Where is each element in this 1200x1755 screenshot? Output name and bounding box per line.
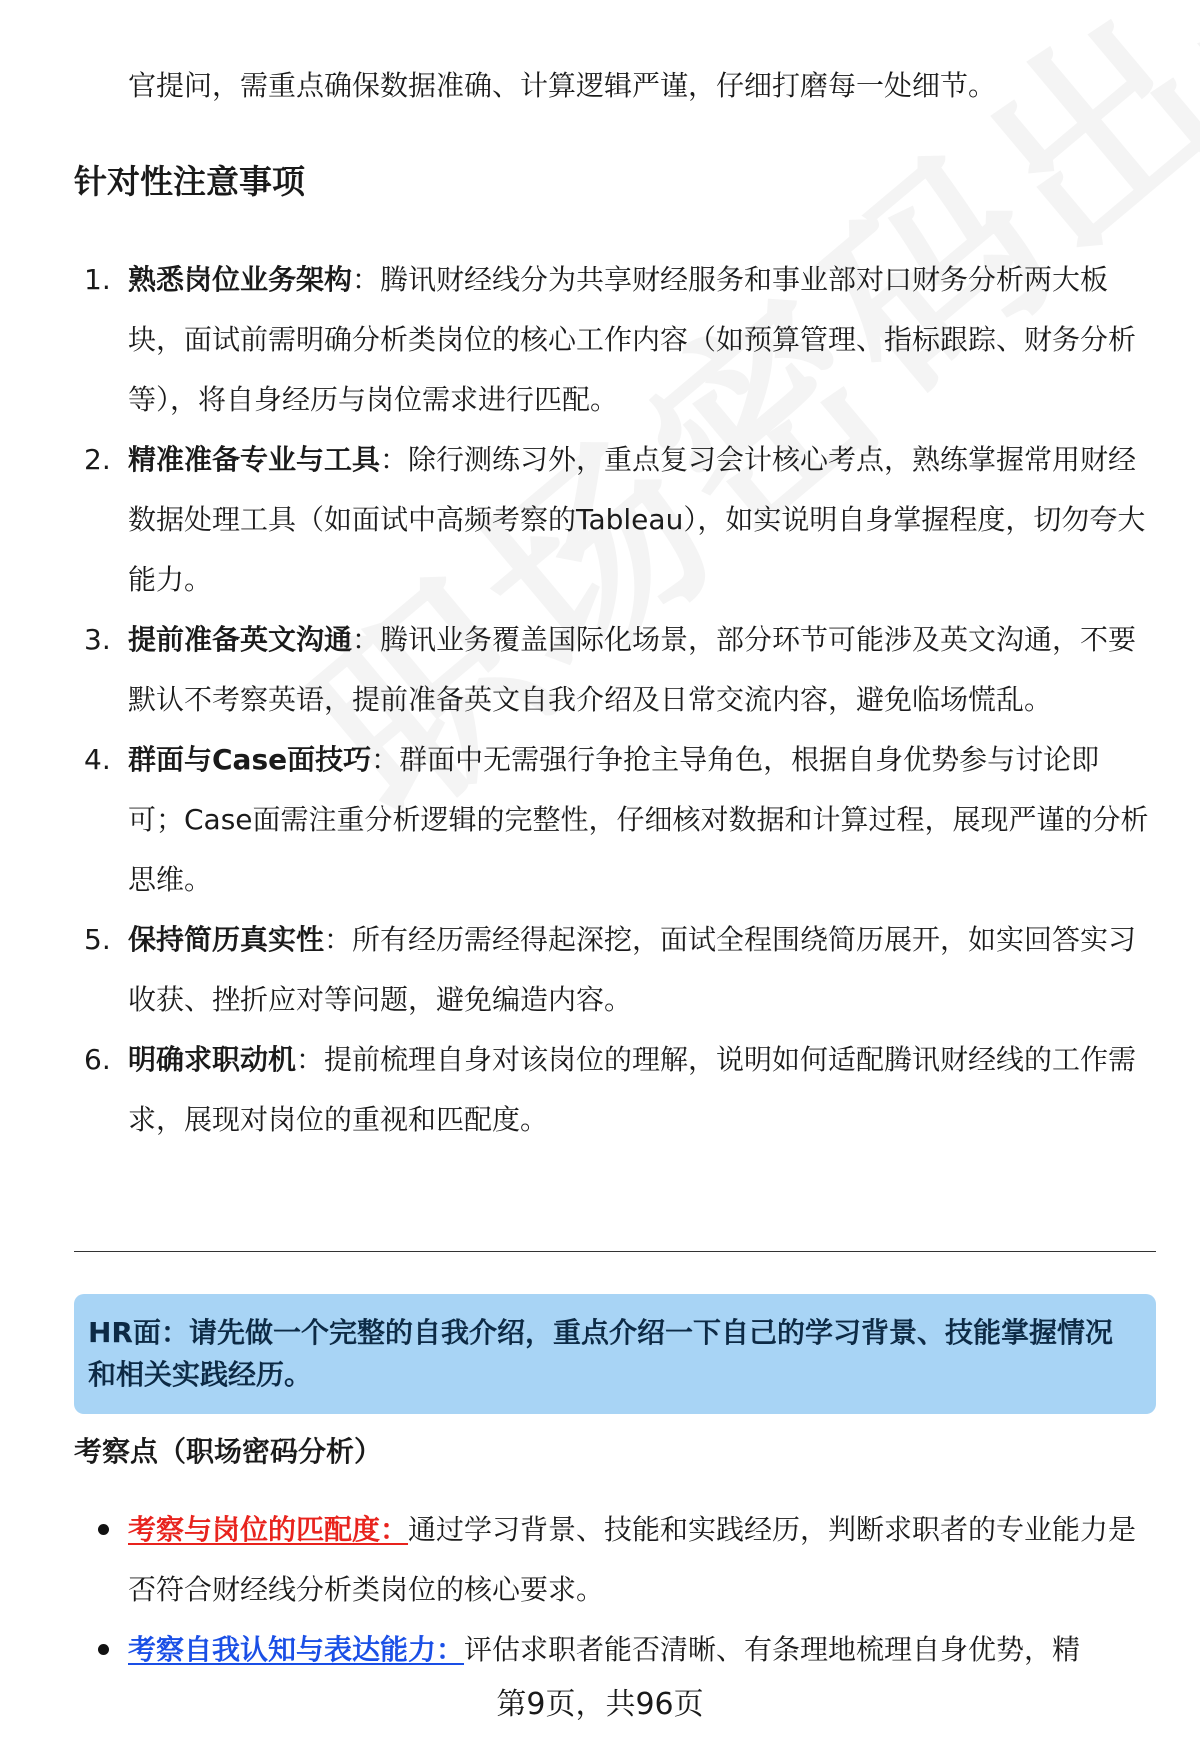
item-number: 5. xyxy=(84,923,111,956)
notes-list xyxy=(74,250,1154,1150)
list-item: 2. 精准准备专业与工具：除行测练习外，重点复习会计核心考点，熟练掌握常用财经数据处理工具（如面试中高频考察的Tableau），如实说明自身掌握程度，切勿夸大能力。 xyxy=(74,430,1154,610)
bullet-dot-icon xyxy=(98,1524,109,1535)
list-item: 3. 提前准备英文沟通：腾讯业务覆盖国际化场景，部分环节可能涉及英文沟通，不要默认不考察英语，提前准备英文自我介绍及日常交流内容，避免临场慌乱。 xyxy=(74,610,1154,730)
item-title: 群面与Case面技巧 xyxy=(128,743,372,776)
sub-title: 考察点（职场密码分析） xyxy=(74,1435,383,1468)
item-title: 精准准备专业与工具 xyxy=(128,443,381,476)
section-title: 针对性注意事项 xyxy=(74,162,305,201)
item-title: 提前准备英文沟通 xyxy=(128,623,353,656)
item-text: 腾讯业务覆盖国际化场景，部分环节可能涉及英文沟通，不要默认不考察英语，提前准备英文自我介绍及日常交流内容，避免临场慌乱。 xyxy=(128,623,1137,716)
item-text: 提前梳理自身对该岗位的理解，说明如何适配腾讯财经线的工作需求，展现对岗位的重视和匹配度。 xyxy=(128,1043,1137,1136)
highlight-label: 考察自我认知与表达能力： xyxy=(128,1633,465,1666)
highlight-label: 考察与岗位的匹配度： xyxy=(128,1513,409,1546)
list-item xyxy=(74,1500,1154,1620)
item-title: 熟悉岗位业务架构 xyxy=(128,263,353,296)
item-number: 4. xyxy=(84,743,111,776)
list-item: 6. 明确求职动机：提前梳理自身对该岗位的理解，说明如何适配腾讯财经线的工作需求，展现对岗位的重视和匹配度。 xyxy=(74,1030,1154,1150)
list-item xyxy=(74,1620,1154,1680)
item-number: 3. xyxy=(84,623,111,656)
item-text: 腾讯财经线分为共享财经服务和事业部对口财务分析两大板块，面试前需明确分析类岗位的核心工作内容（如预算管理、指标跟踪、财务分析等），将自身经历与岗位需求进行匹配。 xyxy=(128,263,1137,416)
item-text: 评估求职者能否清晰、有条理地梳理自身优势，精 xyxy=(464,1633,1081,1666)
item-number: 6. xyxy=(84,1043,111,1076)
list-item: 1. 熟悉岗位业务架构：腾讯财经线分为共享财经服务和事业部对口财务分析两大板块，面试前需明确分析类岗位的核心工作内容（如预算管理、指标跟踪、财务分析等），将自身经历与岗位需求进行匹配。 xyxy=(74,250,1154,430)
page-number: 第9页，共96页 xyxy=(496,1687,704,1722)
item-text: 所有经历需经得起深挖，面试全程围绕简历展开，如实回答实习收获、挫折应对等问题，避免编造内容。 xyxy=(128,923,1137,1016)
bullet-dot-icon xyxy=(98,1644,109,1655)
divider xyxy=(74,1251,1156,1252)
list-item: 5. 保持简历真实性：所有经历需经得起深挖，面试全程围绕简历展开，如实回答实习收获、挫折应对等问题，避免编造内容。 xyxy=(74,910,1154,1030)
item-text: 通过学习背景、技能和实践经历，判断求职者的专业能力是否符合财经线分析类岗位的核心要求。 xyxy=(128,1513,1137,1606)
item-title: 保持简历真实性 xyxy=(128,923,325,956)
item-text: 群面中无需强行争抢主导角色，根据自身优势参与讨论即可；Case面需注重分析逻辑的完整性，仔细核对数据和计算过程，展现严谨的分析思维。 xyxy=(128,743,1149,896)
intro-paragraph: 官提问，需重点确保数据准确、计算逻辑严谨，仔细打磨每一处细节。 xyxy=(128,69,997,102)
item-number: 2. xyxy=(84,443,111,476)
item-title: 明确求职动机 xyxy=(128,1043,297,1076)
list-item: 4. 群面与Case面技巧：群面中无需强行争抢主导角色，根据自身优势参与讨论即可；Case面需注重分析逻辑的完整性，仔细核对数据和计算过程，展现严谨的分析思维。 xyxy=(74,730,1154,910)
item-text: 除行测练习外，重点复习会计核心考点，熟练掌握常用财经数据处理工具（如面试中高频考察的Tableau），如实说明自身掌握程度，切勿夸大能力。 xyxy=(128,443,1146,596)
question-box: HR面：请先做一个完整的自我介绍，重点介绍一下自己的学习背景、技能掌握情况和相关实践经历。 xyxy=(74,1294,1156,1414)
bullet-list xyxy=(74,1500,1154,1680)
item-number: 1. xyxy=(84,263,111,296)
